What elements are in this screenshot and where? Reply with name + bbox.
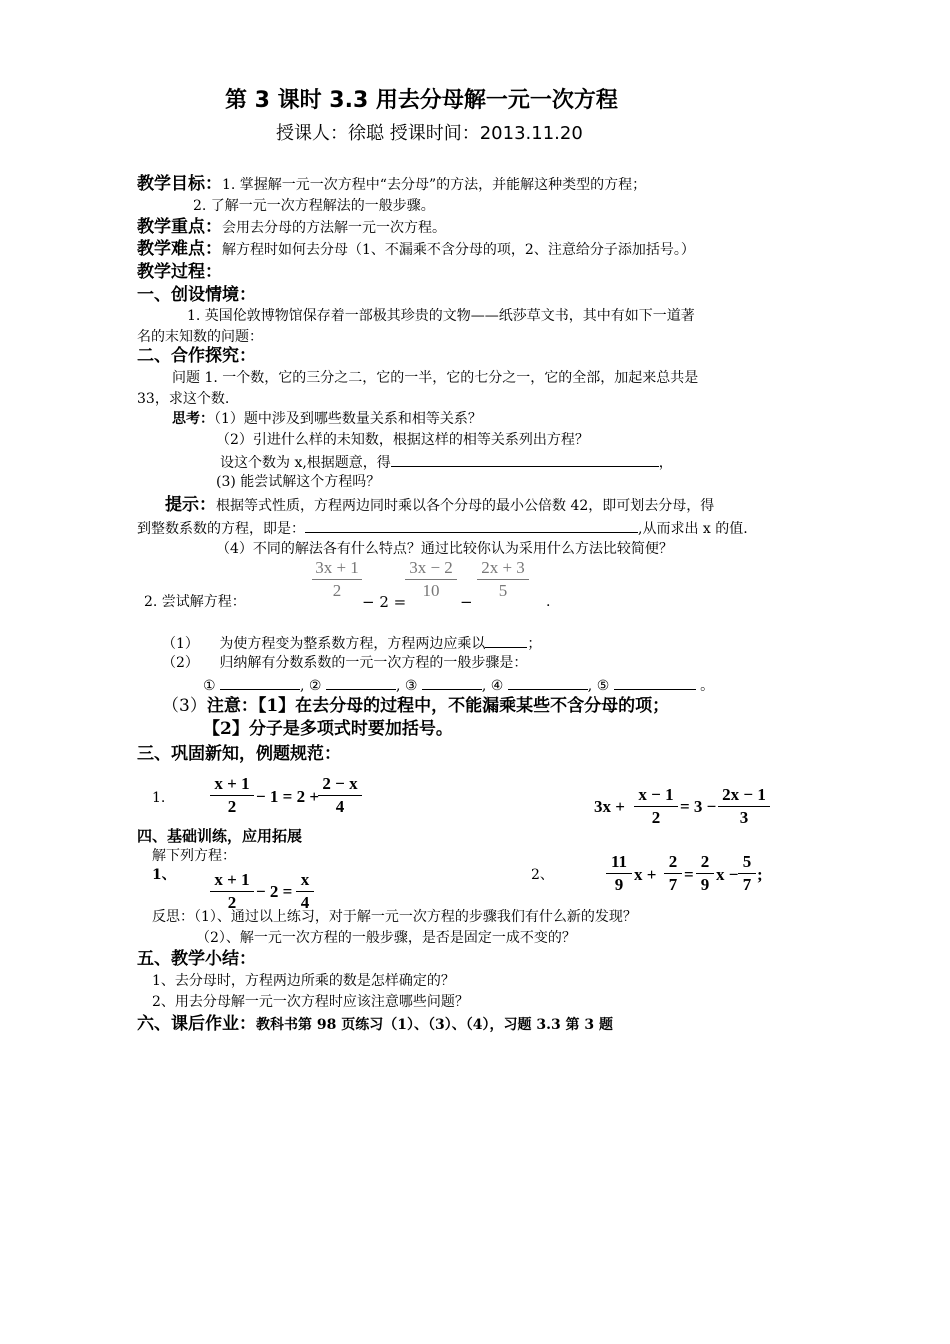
practice-2-term-2: = [684, 865, 694, 884]
practice-2-f4-denominator: 7 [742, 875, 752, 894]
practice-1-f1-denominator: 2 [227, 893, 237, 912]
homework-line [137, 1015, 613, 1034]
practice-2-f2-bar [664, 873, 682, 874]
key-point-line [137, 218, 446, 237]
practice-2-fraction-2 [664, 852, 682, 895]
hint-text-2-prefix: 到整数系数的方程，即是： [137, 521, 305, 537]
think-4: （4）不同的解法各有什么特点？通过比较你认为采用什么方法比较简便？ [216, 541, 673, 557]
example-2-prefix: 3x + [594, 797, 625, 816]
practice-2-f3-numerator: 2 [700, 852, 710, 871]
example-1-f2-bar [318, 795, 362, 796]
difficulty-text: 解方程时如何去分母（1、不漏乘不含分母的项，2、注意给分子添加括号。） [222, 242, 695, 258]
answer-blank-step-2[interactable] [326, 675, 396, 690]
goals-label: 教学目标： [137, 174, 222, 194]
problem-1-line-2: 33，求这个数. [137, 391, 230, 407]
think-2: （2）引进什么样的未知数，根据这样的相等关系列出方程？ [216, 432, 589, 448]
example-1-mid: − 1 = 2 + [256, 787, 320, 806]
hint-label: 提示： [165, 495, 216, 515]
question-1-text: 为使方程变为整系数方程，方程两边应乘以 [219, 636, 486, 652]
example-2-f1-bar [634, 806, 678, 807]
try-eq-f1-denominator: 2 [332, 581, 342, 600]
hint-text-1: 根据等式性质，方程两边同时乘以各个分母的最小公倍数 42，即可划去分母，得 [216, 498, 715, 514]
example-1-number: 1. [152, 790, 166, 806]
practice-1-f2-denominator: 4 [300, 893, 310, 912]
reflect-2: （2）、解一元一次方程的一般步骤，是否是固定一成不变的？ [196, 930, 576, 946]
question-1-end: ； [527, 636, 542, 652]
example-1-f2-numerator: 2 − x [322, 774, 358, 793]
example-2-f1-denominator: 2 [651, 808, 661, 827]
note-label: 注意： [206, 696, 258, 716]
try-label: 2. 尝试解方程： [144, 594, 246, 610]
note-line-1 [162, 697, 669, 715]
practice-1-f1-numerator: x + 1 [214, 870, 250, 889]
example-2-f2-numerator: 2x − 1 [722, 785, 766, 804]
section-4-heading: 四、基础训练，应用拓展 [137, 827, 303, 845]
try-eq-f2-numerator: 3x − 2 [409, 558, 453, 577]
section-1-line-2: 名的末知数的问题： [137, 329, 263, 345]
try-eq-f2-bar [405, 579, 457, 580]
practice-2-f3-denominator: 9 [700, 875, 710, 894]
example-1-f2-denominator: 4 [335, 797, 345, 816]
homework-text: 教科书第 98 页练习（1）、（3）、（4），习题 3.3 第 3 题 [256, 1017, 614, 1033]
example-2-f2-denominator: 3 [739, 808, 749, 827]
goal-item-1: 1. 掌握解一元一次方程中“去分母”的方法，并能解这种类型的方程； [222, 177, 647, 193]
example-2-mid: = 3 − [680, 797, 717, 816]
try-eq-mid-1: − 2 = [362, 593, 407, 611]
example-1-f1-bar [210, 795, 254, 796]
practice-2-end: ; [757, 865, 763, 884]
try-eq-f1-numerator: 3x + 1 [315, 558, 359, 577]
problem-1-line-1: 问题 1. 一个数，它的三分之二，它的一半，它的七分之一，它的全部，加起来总共是 [172, 370, 699, 386]
answer-blank-integer-equation[interactable] [305, 518, 638, 533]
hint-line-2 [137, 518, 748, 538]
key-point-text: 会用去分母的方法解一元一次方程。 [222, 220, 446, 236]
try-eq-end: . [546, 594, 551, 610]
section-2-heading: 二、合作探究： [137, 346, 256, 366]
section-4-intro: 解下列方程： [152, 848, 236, 864]
practice-2-fraction-4 [738, 852, 756, 895]
steps-line: ① , ② , ③ , ④ , ⑤ 。 [203, 675, 714, 695]
note-2: 【2】分子是多项式时要加括号。 [203, 719, 453, 739]
step-marker-5: ⑤ [596, 678, 610, 694]
practice-2-f2-denominator: 7 [668, 875, 678, 894]
answer-blank-step-3[interactable] [422, 675, 482, 690]
answer-blank-step-1[interactable] [220, 675, 300, 690]
practice-2-term-3: x − [716, 865, 739, 884]
practice-2-f3-bar [696, 873, 714, 874]
difficulty-line [137, 240, 695, 259]
practice-2-f2-numerator: 2 [668, 852, 678, 871]
think-line-1 [172, 410, 482, 428]
key-point-label: 教学重点： [137, 217, 222, 237]
question-2-text: 归纳解有分数系数的一元一次方程的一般步骤是： [219, 655, 528, 671]
step-marker-1: ① [203, 678, 216, 694]
hint-line-1 [165, 496, 714, 515]
difficulty-label: 教学难点： [137, 239, 222, 259]
question-1-line [162, 633, 541, 653]
practice-1-f1-bar [210, 891, 254, 892]
reflect-1: （1）、通过以上练习，对于解一元一次方程的步骤我们有什么新的发现？ [194, 909, 637, 925]
answer-blank-step-5[interactable] [614, 675, 696, 690]
example-2-fraction-1 [634, 785, 678, 828]
try-eq-mid-2: − [460, 593, 473, 611]
goal-item-2: 2. 了解一元一次方程解法的一般步骤。 [193, 198, 435, 214]
try-eq-fraction-1 [312, 558, 362, 601]
think-label: 思考： [172, 411, 214, 427]
summary-item-2: 2、用去分母解一元一次方程时应该注意哪些问题？ [152, 994, 469, 1010]
practice-2-fraction-1 [606, 852, 632, 895]
practice-2-f4-numerator: 5 [742, 852, 752, 871]
example-1-fraction-1 [210, 774, 254, 817]
lesson-subtitle: 授课人：徐聪 授课时间：2013.11.20 [276, 123, 583, 144]
answer-blank-multiplier[interactable] [485, 633, 527, 648]
example-1-f1-denominator: 2 [227, 797, 237, 816]
try-eq-f2-denominator: 10 [422, 581, 440, 600]
answer-blank-equation[interactable] [391, 452, 659, 467]
reflect-label: 反思： [152, 909, 194, 925]
practice-1-number: 1、 [152, 867, 176, 883]
step-marker-3: ③ [404, 678, 418, 694]
hint-text-2-suffix: ,从而求出 x 的值. [638, 521, 748, 537]
try-eq-f1-bar [312, 579, 362, 580]
try-eq-f3-bar [477, 579, 529, 580]
practice-1-mid: − 2 = [256, 882, 293, 901]
example-2-fraction-2 [718, 785, 770, 828]
goals-line-1 [137, 175, 646, 194]
summary-item-1: 1、去分母时，方程两边所乘的数是怎样确定的？ [152, 973, 455, 989]
think-2b-suffix: ， [658, 455, 673, 471]
practice-2-fraction-3 [696, 852, 714, 895]
process-label: 教学过程： [137, 262, 222, 282]
steps-end: 。 [700, 678, 715, 694]
lesson-title: 第 3 课时 3.3 用去分母解一元一次方程 [225, 88, 618, 113]
question-1-number: （1） [162, 636, 199, 652]
practice-2-f1-bar [606, 873, 632, 874]
example-2-f2-bar [718, 806, 770, 807]
think-2b-prefix: 设这个数为 x,根据题意，得 [220, 455, 391, 471]
practice-1-f2-bar [296, 891, 314, 892]
note-number: （3） [162, 696, 207, 716]
section-1-heading: 一、创设情境： [137, 285, 256, 305]
think-2b-line [220, 452, 673, 472]
answer-blank-step-4[interactable] [508, 675, 588, 690]
practice-2-f1-numerator: 11 [610, 852, 628, 871]
practice-1-fraction-1 [210, 870, 254, 913]
step-marker-2: ② [308, 678, 322, 694]
section-1-line-1: 1. 英国伦敦博物馆保存着一部极其珍贵的文物——纸莎草文书，其中有如下一道著 [187, 308, 695, 324]
section-5-heading: 五、教学小结： [137, 949, 256, 969]
practice-2-number: 2、 [531, 867, 554, 883]
note-1: 【1】在去分母的过程中，不能漏乘某些不含分母的项； [257, 696, 670, 716]
section-3-heading: 三、巩固新知，例题规范： [137, 744, 341, 764]
practice-1-fraction-2 [296, 870, 314, 913]
try-eq-f3-numerator: 2x + 3 [481, 558, 525, 577]
example-1-f1-numerator: x + 1 [214, 774, 250, 793]
try-eq-f3-denominator: 5 [498, 581, 508, 600]
example-2-f1-numerator: x − 1 [638, 785, 674, 804]
question-2-line [162, 654, 527, 672]
practice-2-term-1: x + [634, 865, 657, 884]
question-2-number: （2） [162, 655, 199, 671]
practice-1-f2-numerator: x [300, 870, 310, 889]
step-marker-4: ④ [490, 678, 504, 694]
example-1-fraction-2 [318, 774, 362, 817]
try-eq-fraction-2 [405, 558, 457, 601]
practice-2-f1-denominator: 9 [614, 875, 624, 894]
section-6-heading: 六、课后作业： [137, 1014, 256, 1034]
practice-2-f4-bar [738, 873, 756, 874]
think-1: （1）题中涉及到哪些数量关系和相等关系？ [214, 411, 482, 427]
reflect-line-1 [152, 908, 637, 926]
think-3: (3) 能尝试解这个方程吗？ [216, 474, 381, 490]
try-eq-fraction-3 [477, 558, 529, 601]
